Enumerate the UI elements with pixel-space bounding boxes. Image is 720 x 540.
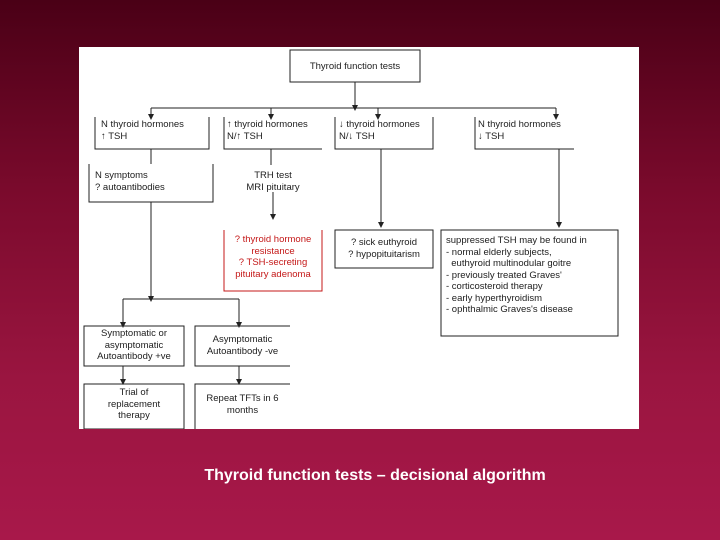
node-normal-hormones-low-tsh: N thyroid hormones ↓ TSH (478, 119, 561, 142)
flowchart-panel (79, 47, 639, 429)
slide-caption: Thyroid function tests – decisional algorithm (204, 467, 546, 484)
node-sick-euthyroid: ? sick euthyroid ? hypopituitarism (348, 237, 420, 260)
node-high-hormones: ↑ thyroid hormones N/↑ TSH (227, 119, 308, 142)
node-trh-test: TRH test MRI pituitary (246, 170, 300, 193)
node-suppressed-tsh: suppressed TSH may be found in - normal elderly subjects, euthyroid multinodular goitre - previously treated Graves' - corticosteroid therapy - early hyperthyroidism - ophthalmic Graves's disease (446, 235, 587, 315)
node-hormone-resistance: ? thyroid hormone resistance ? TSH-secreting pituitary adenoma (234, 234, 312, 280)
node-trial-replacement: Trial of replacement therapy (107, 387, 161, 421)
node-asymptomatic: Asymptomatic Autoantibody -ve (206, 334, 279, 357)
node-normal-hormones-high-tsh: N thyroid hormones ↑ TSH (101, 119, 184, 142)
node-symptomatic: Symptomatic or asymptomatic Autoantibody +ve (97, 328, 171, 362)
node-repeat-tfts: Repeat TFTs in 6 months (206, 393, 279, 416)
node-low-hormones: ↓ thyroid hormones N/↓ TSH (339, 119, 420, 142)
node-symptoms-autoantibodies: N symptoms ? autoantibodies (95, 170, 165, 193)
title-node: Thyroid function tests (309, 61, 401, 72)
